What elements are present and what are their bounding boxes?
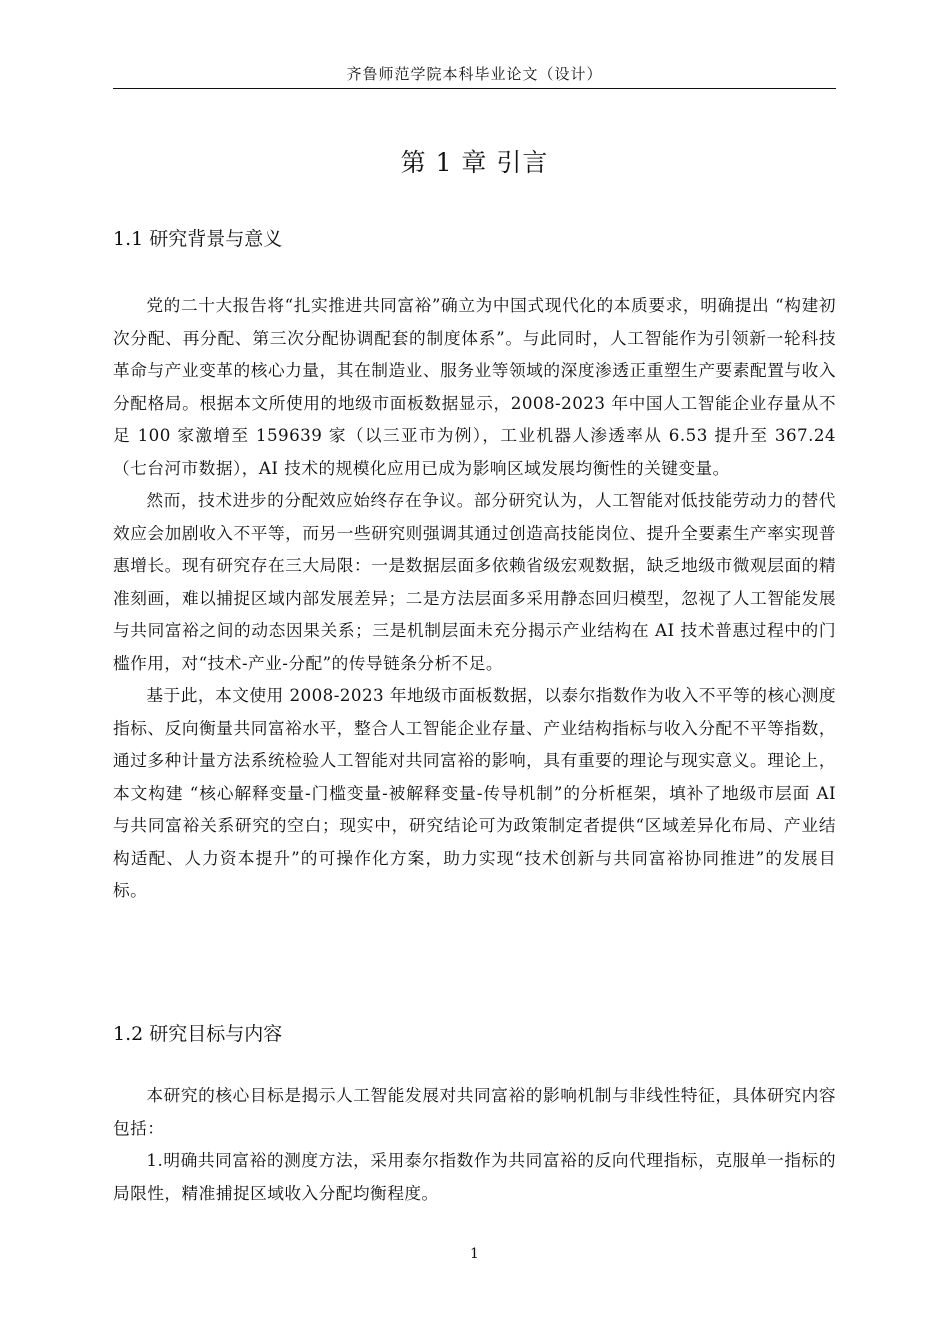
running-header: 齐鲁师范学院本科毕业论文（设计） [346, 65, 603, 83]
header-divider [113, 88, 836, 89]
paragraph: 基于此，本文使用 2008-2023 年地级市面板数据，以泰尔指数作为收入不平等的核心测度指标、反向衡量共同富裕水平，整合人工智能企业存量、产业结构指标与收入分配不平等指数，通过多种计量方法系统检验人工智能对共同富裕的影响，具有重要的理论与现实意义。理论上，本文构建 “核心解释变量-门槛变量-被解释变量-传导机制”的分析框架，填补了地级市层面 AI 与共同富裕关系研究的空白；现实中，研究结论可为政策制定者提供“区域差异化布局、产业结构适配、人力资本提升”的可操作化方案，助力实现“技术创新与共同富裕协同推进”的发展目标。 [113, 685, 836, 900]
paragraph: 本研究的核心目标是揭示人工智能发展对共同富裕的影响机制与非线性特征，具体研究内容包括： [113, 1085, 836, 1138]
section-heading-1-1: 1.1 研究背景与意义 [113, 228, 283, 250]
page-number: 1 [470, 1246, 479, 1262]
section-body-1-2 [113, 1079, 836, 1209]
paragraph: 1.明确共同富裕的测度方法，采用泰尔指数作为共同富裕的反向代理指标，克服单一指标的局限性，精准捕捉区域收入分配均衡程度。 [113, 1150, 836, 1203]
chapter-title: 第 1 章 引言 [400, 148, 549, 177]
section-heading-1-2: 1.2 研究目标与内容 [113, 1023, 283, 1045]
paragraph: 然而，技术进步的分配效应始终存在争议。部分研究认为，人工智能对低技能劳动力的替代效应会加剧收入不平等，而另一些研究则强调其通过创造高技能岗位、提升全要素生产率实现普惠增长。现有研究存在三大局限：一是数据层面多依赖省级宏观数据，缺乏地级市微观层面的精准刻画，难以捕捉区域内部发展差异；二是方法层面多采用静态回归模型，忽视了人工智能发展与共同富裕之间的动态因果关系；三是机制层面未充分揭示产业结构在 AI 技术普惠过程中的门槛作用，对“技术-产业-分配”的传导链条分析不足。 [113, 490, 836, 673]
section-body-1-1 [113, 289, 836, 907]
paragraph: 党的二十大报告将“扎实推进共同富裕”确立为中国式现代化的本质要求，明确提出 “构建初次分配、再分配、第三次分配协调配套的制度体系”。与此同时，人工智能作为引领新一轮科技革命与产业变革的核心力量，其在制造业、服务业等领域的深度渗透正重塑生产要素配置与收入分配格局。根据本文所使用的地级市面板数据显示，2008-2023 年中国人工智能企业存量从不足 100 家激增至 159639 家（以三亚市为例），工业机器人渗透率从 6.53 提升至 367.24（七台河市数据），AI 技术的规模化应用已成为影响区域发展均衡性的关键变量。 [113, 295, 836, 478]
